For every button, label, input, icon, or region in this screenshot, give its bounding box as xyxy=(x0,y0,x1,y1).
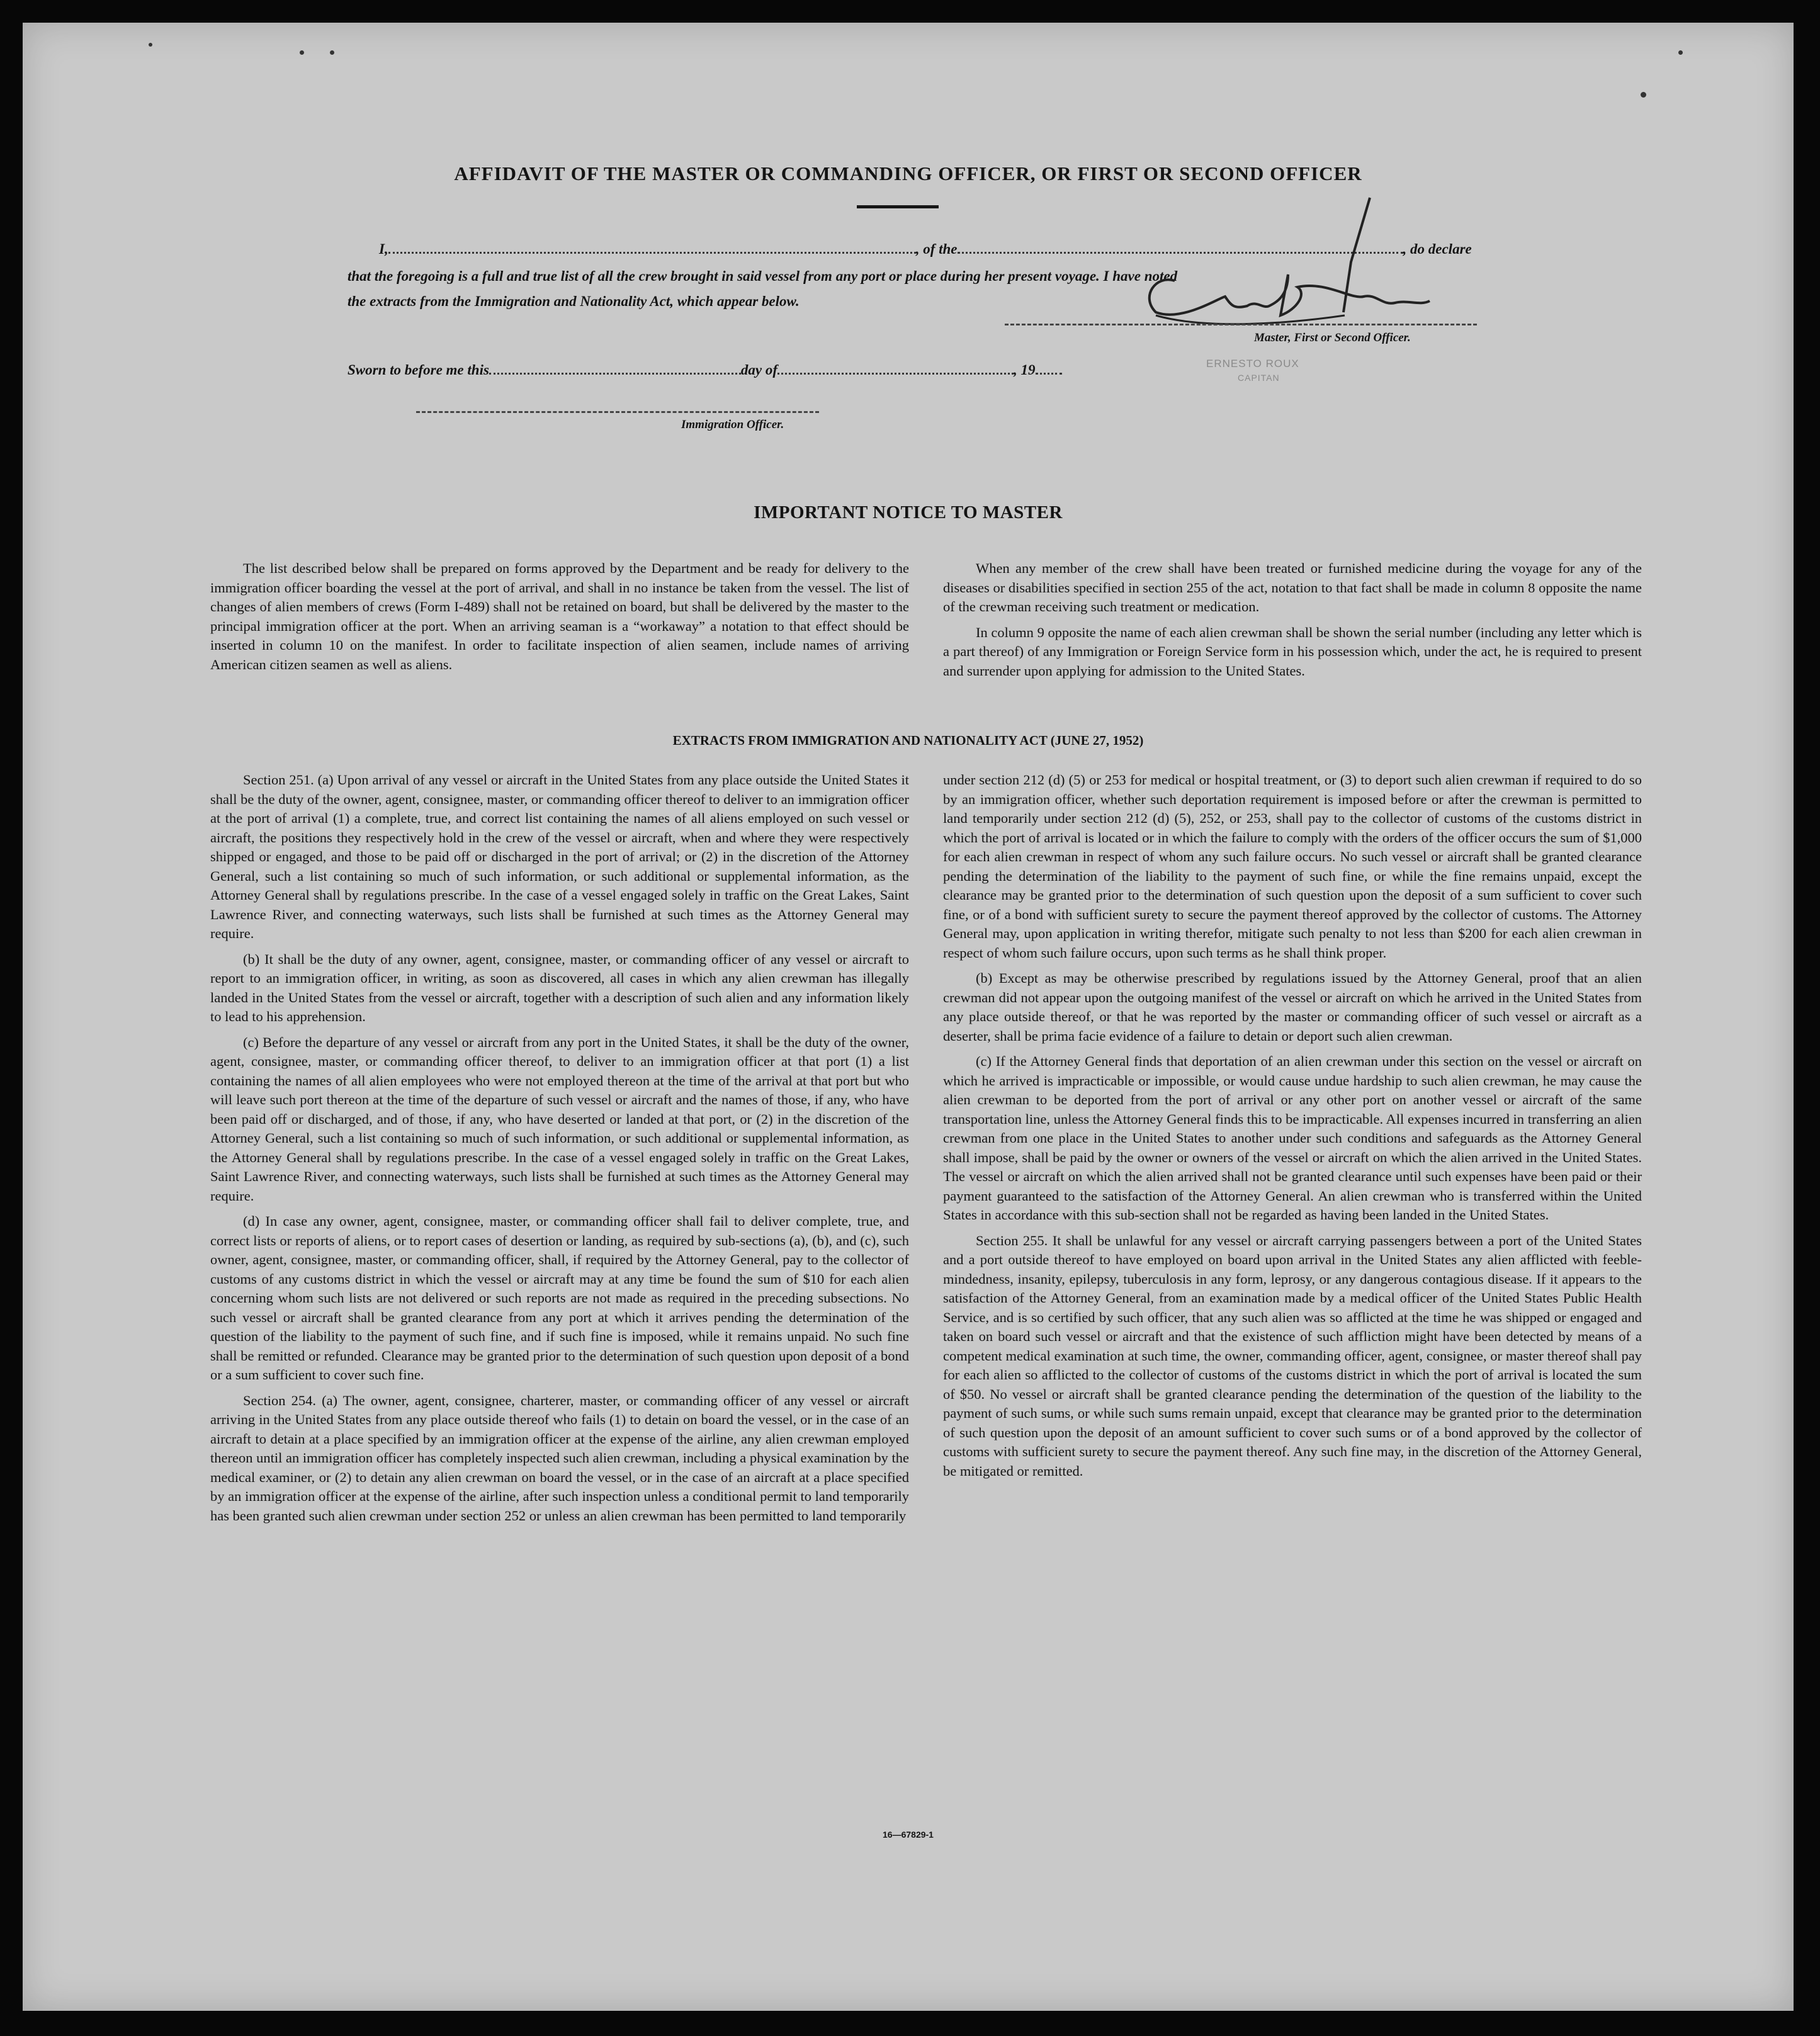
section-paragraph: (b) It shall be the duty of any owner, agent, consignee, master, or commanding officer of any vessel or aircraft to report to an immigration officer, in writing, as soon as discovered, all cases in which any alien crewman has illegally landed in the United States from the vessel or aircraft, together with a description of such alien and any information likely to lead to his apprehension. xyxy=(210,951,909,1024)
sworn-date-blank[interactable] xyxy=(489,361,741,375)
notice-title: IMPORTANT NOTICE TO MASTER xyxy=(754,502,1063,523)
section-paragraph: under section 212 (d) (5) or 253 for medical or hospital treatment, or (3) to deport such alien crewman if required to do so by an immigration officer, whether such deportation requirement is imposed before or after the crewman is permitted to land temporarily under section 212 (d) (5), 252, or 253, shall pay to the collector of customs of the customs district in which the port of arrival is located or in which the failure to comply with the orders of the officer occurs the sum of $1,000 for each alien crewman in respect of whom any such failure occurs. No such vessel or aircraft shall be granted clearance pending the determination of the liability to the payment of such fine, or while the fine remains unpaid, except the clearance may be granted prior to the determination of such question upon the deposit of a sum sufficient to cover such fine, or of a bond with sufficient surety to secure the payment thereof approved by the collector of customs. The Attorney General may, upon application in writing therefor, mitigate such penalty to not less than $200 for each alien crewman in respect of whom such failure occurs, upon such terms as he shall think proper. xyxy=(943,772,1642,961)
captain-stamp-title: CAPITAN xyxy=(1238,373,1280,383)
declaration-text-line-3: the extracts from the Immigration and Nationality Act, which appear below. xyxy=(348,293,800,309)
scan-speck xyxy=(1678,50,1683,55)
notice-left-column xyxy=(210,559,909,681)
notice-paragraph: The list described below shall be prepared on forms approved by the Department and be ready for delivery to the immigration officer boarding the vessel at the port of arrival, and shall in no instance be taken from the vessel. The list of changes of alien members of crews (Form I-489) shall not be retained on board, but shall be delivered by the master to the principal immigration officer at the port. When an arriving seaman is a “workaway” a notation to that effect should be inserted in column 10 on the manifest. In order to facilitate inspection of alien seamen, include names of arriving American citizen seamen as well as aliens. xyxy=(210,560,909,672)
sworn-label: Sworn to before me this xyxy=(348,362,489,378)
declaration-text-line-2: that the foregoing is a full and true list of all the crew brought in said vessel from any port or place during her present voyage. I have noted xyxy=(348,268,1178,284)
notice-right-column xyxy=(943,559,1642,687)
officer-signature-line[interactable] xyxy=(416,411,819,413)
of-the-label: , of the xyxy=(915,241,958,257)
do-declare-label: , do declare xyxy=(1403,241,1472,257)
officer-caption: Immigration Officer. xyxy=(681,418,784,431)
name-blank[interactable] xyxy=(388,240,916,254)
section-paragraph: (d) In case any owner, agent, consignee, master, or commanding officer shall fail to deliver complete, true, and correct lists or reports of aliens, or to report cases of desertion or landing, as required by sub-sections (a), (b), and (c), such owner, agent, consignee, master, or commanding officer, shall, if required by the Attorney General, pay to the collector of customs of any customs district in which the vessel or aircraft may at any time be found the sum of $10 for each alien concerning whom such lists are not delivered or such reports are not made as required in the preceding subsections. No such vessel or aircraft shall be granted clearance from any port at which it arrives pending the determination of the question of the liability to the payment of such fine, and if such fine is imposed, while it remains unpaid. No such fine shall be remitted or refunded. Clearance may be granted prior to the determination of such question upon deposit of a bond or a sum sufficient to cover such fine. xyxy=(210,1213,909,1383)
sworn-year-blank[interactable] xyxy=(1036,361,1062,375)
sworn-line xyxy=(348,361,1062,378)
year-label: , 19 xyxy=(1014,362,1036,378)
notice-paragraph: In column 9 opposite the name of each alien crewman shall be shown the serial number (including any letter which is a part thereof) of any Immigration or Foreign Service form in his possession which, under the act, he is required to present and surrender upon applying for admission to the United States. xyxy=(943,624,1642,679)
scan-speck xyxy=(1641,92,1646,98)
extracts-right-column xyxy=(943,771,1642,1487)
scan-speck xyxy=(330,50,334,55)
scan-speck xyxy=(149,43,152,47)
section-paragraph: (c) If the Attorney General finds that deportation of an alien crewman under this section on the vessel or aircraft on which he arrived is impracticable or impossible, or would cause undue hardship to such alien crewman, he may cause the alien crewman to be deported from the port of arrival or any other port on another vessel or aircraft of the same transportation line, unless the Attorney General finds this to be impracticable. All expenses incurred in transferring an alien crewman from one place in the United States to another under such conditions and safeguards as the Attorney General shall impose, shall be paid by the owner or owners of the vessel or aircraft on which the alien arrived in the United States. The vessel or aircraft on which the alien arrived shall not be granted clearance until such expenses have been paid or their payment guaranteed to the satisfaction of the Attorney General. An alien crewman who is transferred within the United States in accordance with this sub-section shall not be regarded as having been landed in the United States. xyxy=(943,1053,1642,1223)
captain-stamp-name: ERNESTO ROUX xyxy=(1206,358,1299,370)
section-paragraph: Section 254. (a) The owner, agent, consignee, charterer, master, or commanding officer of any vessel or aircraft arriving in the United States from any place outside thereof who fails (1) to detain on board the vessel, or in the case of an aircraft to detain at a place specified by an immigration officer at the expense of the airline, any alien crewman employed thereon until an immigration officer has completely inspected such alien crewman, including a physical examination by the medical examiner, or (2) to detain any alien crewman on board the vessel, or in the case of an aircraft at a place specified by an immigration officer at the expense of the airline, after such inspection unless a conditional permit to land temporarily has been granted such alien crewman under section 252 or unless an alien crewman has been permitted to land temporarily xyxy=(210,1392,909,1524)
notice-paragraph: When any member of the crew shall have been treated or furnished medicine during the voyage for any of the diseases or disabilities specified in section 255 of the act, notation to that fact shall be made in column 8 opposite the name of the crewman receiving such treatment or medication. xyxy=(943,560,1642,614)
affidavit-title: AFFIDAVIT OF THE MASTER OR COMMANDING OFFICER, OR FIRST OR SECOND OFFICER xyxy=(454,162,1362,184)
section-paragraph: (b) Except as may be otherwise prescribed by regulations issued by the Attorney General, proof that an alien crewman did not appear upon the outgoing manifest of the vessel or aircraft on which he arrived in the United States from any place outside thereof, or that he was reported by the master or commanding officer of such vessel or aircraft as a deserter, shall be prima facie evidence of a failure to detain or deport such alien crewman. xyxy=(943,970,1642,1044)
section-paragraph: Section 251. (a) Upon arrival of any vessel or aircraft in the United States from any place outside the United States it shall be the duty of the owner, agent, consignee, master, or commanding officer thereof to deliver to an immigration officer at the port of arrival (1) a complete, true, and correct list containing the names of all aliens employed on such vessel or aircraft, the positions they respectively hold in the crew of the vessel or aircraft, when and where they were respectively shipped or engaged, and those to be paid off or discharged in the port of arrival; or (2) in the discretion of the Attorney General, such a list containing so much of such information, or such additional or supplemental information, as the Attorney General shall by regulations prescribe. In the case of a vessel engaged solely in traffic on the Great Lakes, Saint Lawrence River, and connecting waterways, such lists shall be furnished at such times as the Attorney General may require. xyxy=(210,772,909,941)
day-of-label: day of xyxy=(740,362,778,378)
master-caption: Master, First or Second Officer. xyxy=(1254,331,1411,344)
master-signature-line[interactable] xyxy=(1005,324,1477,325)
section-paragraph: Section 255. It shall be unlawful for any vessel or aircraft carrying passengers between a port of the United States and a port outside thereof to have employed on board upon arrival in the United States any alien afflicted with feeble-mindedness, insanity, epilepsy, tuberculosis in any form, leprosy, or any dangerous contagious disease. If it appears to the satisfaction of the Attorney General, from an examination made by a medical officer of the United States Public Health Service, and is so certified by such officer, that any such alien was so afflicted at the time he was shipped or engaged and taken on board such vessel or aircraft and that the existence of such affliction might have been detected by means of a competent medical examination at such time, the owner, commanding officer, agent, consignee, or master thereof shall pay for each alien so afflicted to the collector of customs of the customs district in which the port of arrival is located the sum of $50. No vessel or aircraft shall be granted clearance pending the determination of the question of the liability to the payment of such sums, or while such sums remain unpaid, except that clearance may be granted prior to the determination of such question upon the deposit of an amount sufficient to cover such sums or of a bond approved by the collector of customs with sufficient surety to secure the payment thereof. Any such fine may, in the discretion of the Attorney General, be mitigated or remitted. xyxy=(943,1232,1642,1479)
title-rule xyxy=(857,205,939,208)
sworn-month-blank[interactable] xyxy=(777,361,1014,375)
form-number: 16—67829-1 xyxy=(883,1830,934,1840)
extracts-title: EXTRACTS FROM IMMIGRATION AND NATIONALITY ACT (JUNE 27, 1952) xyxy=(672,733,1144,748)
master-signature xyxy=(1080,186,1433,350)
extracts-left-column xyxy=(210,771,909,1532)
section-paragraph: (c) Before the departure of any vessel or aircraft from any port in the United States, it shall be the duty of the owner, agent, consignee, master, or commanding officer thereof, to deliver to an immigration officer at that port (1) a list containing the names of all alien employees who were not employed thereon at the time of the arrival at that port but who will leave such port thereon at the time of the departure of such vessel or aircraft and the names of those, if any, who have been paid off or discharged, and of those, if any, who have deserted or landed at that port, or (2) in the discretion of the Attorney General, such a list containing so much of such information, or such additional or supplemental information, as the Attorney General shall by regulations prescribe. In the case of a vessel engaged solely in traffic on the Great Lakes, Saint Lawrence River, and connecting waterways, such lists shall be furnished at such times as the Attorney General may require. xyxy=(210,1034,909,1204)
scan-speck xyxy=(300,50,304,55)
i-label: I, xyxy=(379,241,388,257)
document-page xyxy=(23,23,1794,2011)
